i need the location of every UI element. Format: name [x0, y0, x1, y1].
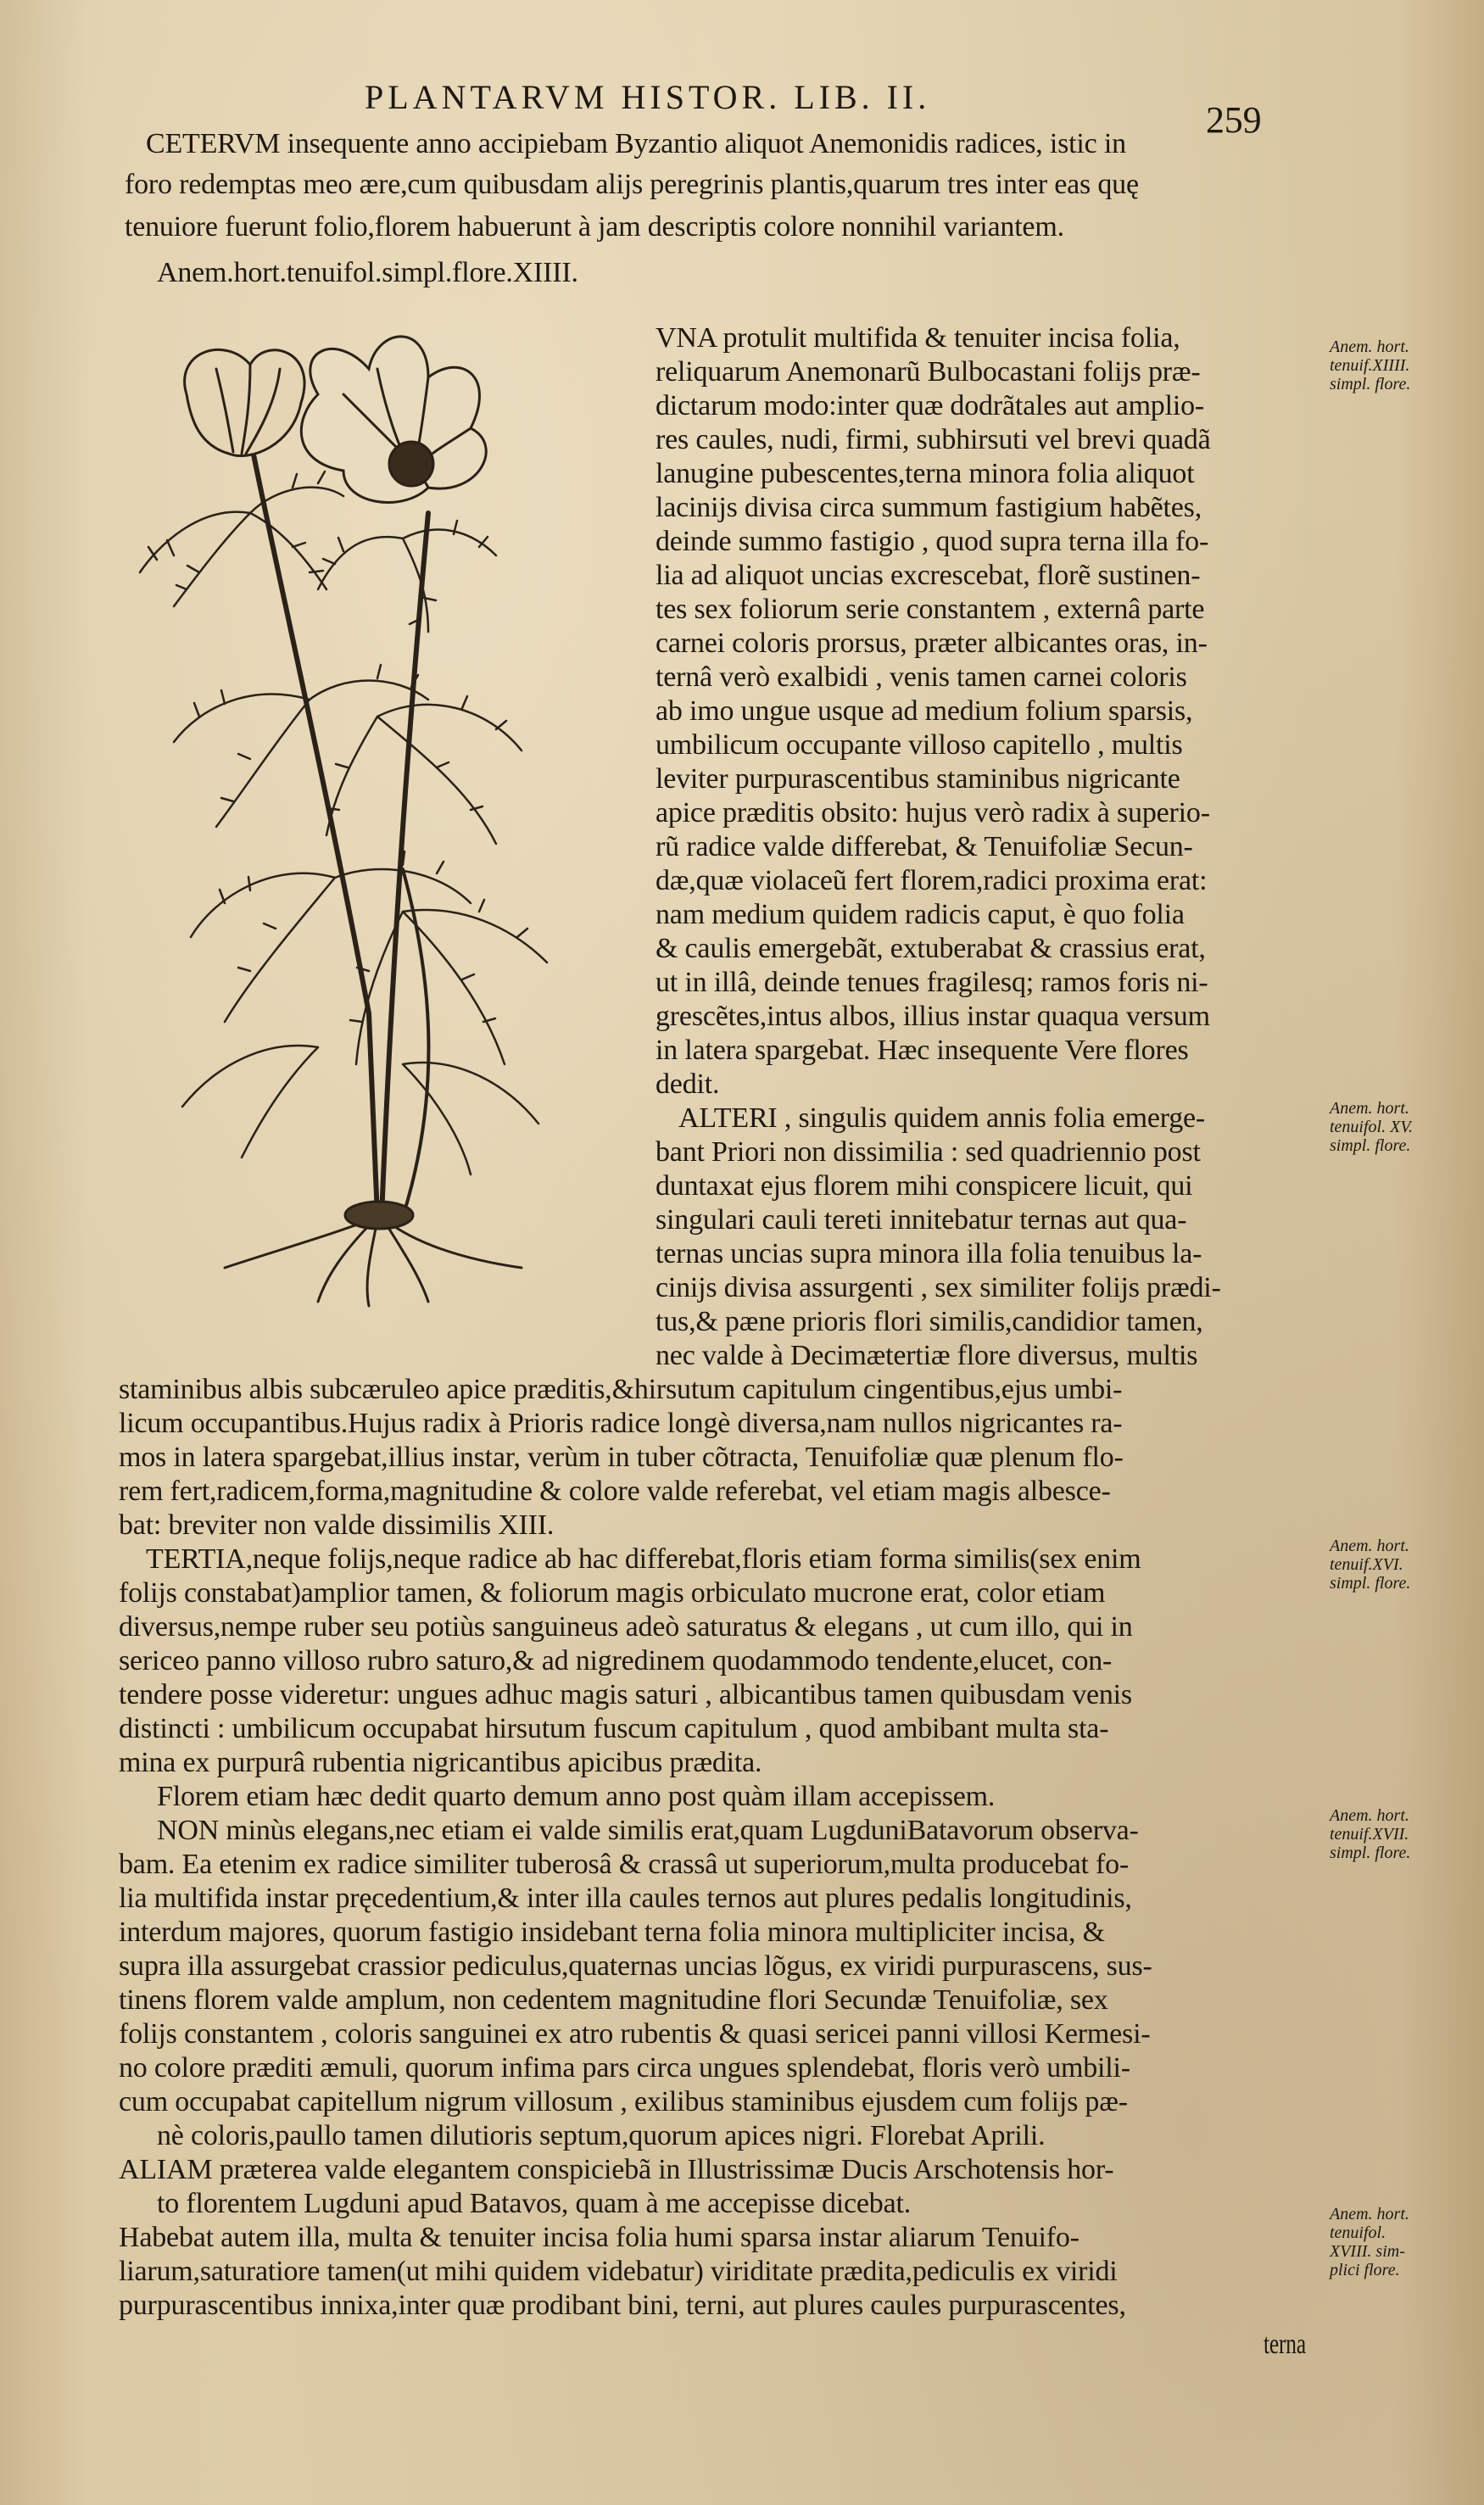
text-line: ALTERI , singulis quidem annis folia emerge- — [678, 1102, 1206, 1134]
text-line: Florem etiam hæc dedit quarto demum anno post quàm illam accepissem. — [157, 1781, 996, 1812]
text-line: tus,& pæne prioris flori similis,candidior tamen, — [656, 1306, 1203, 1337]
margin-note: Anem. hort. tenuif.XVI. simpl. flore. — [1330, 1537, 1411, 1593]
text-line: rem fert,radicem,forma,magnitudine & colore valde referebat, vel etiam magis albesce- — [119, 1476, 1111, 1507]
text-line: grescẽtes,intus albos, illius instar quaqua versum — [656, 1001, 1210, 1032]
text-line: supra illa assurgebat crassior pediculus,quaternas uncias lõgus, ex viridi purpurascens, sus- — [119, 1950, 1152, 1982]
figure-caption: Anem.hort.tenuifol.simpl.flore.XIIII. — [157, 257, 578, 288]
text-line: mina ex purpurâ rubentia nigricantibus apicibus prædita. — [119, 1747, 762, 1778]
text-line: ALIAM præterea valde elegantem conspiciebã in Illustrissimæ Ducis Arschotensis hor- — [119, 2154, 1114, 2185]
text-line: tinens florem valde amplum, non cedentem magnitudine flori Secundæ Tenuifoliæ, sex — [119, 1984, 1108, 2016]
text-line: staminibus albis subcæruleo apice præditis,&hirsutum capitulum cingentibus,ejus umbi- — [119, 1374, 1123, 1405]
text-line: cinijs divisa assurgenti , sex similiter folijs prædi- — [656, 1272, 1221, 1303]
text-line: lia ad aliquot uncias excrescebat, florẽ sustinen- — [656, 560, 1201, 591]
text-line: ternas uncias supra minora illa folia tenuibus la- — [656, 1238, 1202, 1269]
text-line: deinde summo fastigio , quod supra terna illa fo- — [656, 526, 1209, 557]
text-line: ab imo ungue usque ad medium folium sparsis, — [656, 695, 1193, 727]
text-line: bant Priori non dissimilia : sed quadriennio post — [656, 1136, 1201, 1168]
running-title: PLANTARVM HISTOR. LIB. II. — [365, 78, 931, 116]
margin-note: Anem. hort. tenuif.XIIII. simpl. flore. — [1330, 338, 1411, 393]
text-line: tendere posse videretur: ungues adhuc magis saturi , albicantibus tamen quibusdam venis — [119, 1679, 1132, 1710]
text-line: cum occupabat capitellum nigrum villosum , exilibus staminibus ejusdem cum folijs pæ- — [119, 2086, 1128, 2117]
text-line: bam. Ea etenim ex radice similiter tuberosâ & crassâ ut superiorum,multa producebat fo- — [119, 1849, 1130, 1880]
text-line: leviter purpurascentibus staminibus nigricante — [656, 763, 1180, 795]
text-line: nam medium quidem radicis caput, è quo folia — [656, 899, 1185, 930]
margin-note: Anem. hort. tenuifol. XV. simpl. flore. — [1330, 1099, 1413, 1155]
text-line: & caulis emergebãt, extuberabat & crassius erat, — [656, 933, 1206, 964]
text-line: res caules, nudi, firmi, subhirsuti vel brevi quadã — [656, 424, 1211, 455]
text-line: ternâ verò exalbidi , venis tamen carnei coloris — [656, 661, 1187, 693]
text-line: in latera spargebat. Hæc insequente Vere flores — [656, 1035, 1189, 1066]
text-line: sericeo panno villoso rubro saturo,& ad nigredinem quodammodo tendente,elucet, con- — [119, 1645, 1113, 1677]
text-line: folijs constabat)amplior tamen, & foliorum magis orbiculato mucrone erat, color etiam — [119, 1577, 1106, 1609]
text-line: no colore præditi æmuli, quorum infima pars circa ungues splendebat, floris verò umbili- — [119, 2052, 1130, 2084]
text-line: dæ,quæ violaceũ fert florem,radici proxima erat: — [656, 865, 1208, 896]
text-line: dictarum modo:inter quæ dodrãtales aut amplio- — [656, 390, 1205, 421]
text-line: apice præditis obsito: hujus verò radix à superio- — [656, 797, 1210, 828]
text-line: TERTIA,neque folijs,neque radice ab hac differebat,floris etiam forma similis(sex enim — [146, 1543, 1141, 1575]
text-line: tes sex foliorum serie constantem , externâ parte — [656, 594, 1205, 625]
margin-note: Anem. hort. tenuifol. XVIII. sim- plici flore. — [1330, 2205, 1409, 2279]
anemone-woodcut-illustration — [123, 318, 640, 1310]
text-line: folijs constantem , coloris sanguinei ex atro rubentis & quasi sericei panni villosi Kermesi- — [119, 2018, 1151, 2050]
text-line: foro redemptas meo ære,cum quibusdam alijs peregrinis plantis,quarum tres inter eas quę — [125, 169, 1139, 200]
text-line: interdum majores, quorum fastigio insidebant terna folia minora multipliciter incisa, & — [119, 1916, 1105, 1948]
text-line: lacinijs divisa circa summum fastigium habẽtes, — [656, 492, 1202, 523]
margin-note: Anem. hort. tenuif.XVII. simpl. flore. — [1330, 1806, 1411, 1862]
page-number: 259 — [1206, 99, 1262, 141]
text-line: dedit. — [656, 1068, 720, 1100]
text-line: licum occupantibus.Hujus radix à Prioris radice longè diversa,nam nullos nigricantes ra- — [119, 1408, 1123, 1439]
text-line: diversus,nempe ruber seu potiùs sanguineus adeò saturatus & elegans , ut cum illo, qui in — [119, 1611, 1133, 1643]
catchword: terna — [1264, 2329, 1306, 2360]
text-line: nè coloris,paullo tamen dilutioris septum,quorum apices nigri. Florebat Aprili. — [157, 2120, 1046, 2151]
text-line: bat: breviter non valde dissimilis XIII. — [119, 1509, 555, 1541]
text-line: duntaxat ejus florem mihi conspicere licuit, qui — [656, 1170, 1193, 1202]
text-line: lia multifida instar pręcedentium,& inter illa caules ternos aut plures pedalis longitudinis, — [119, 1883, 1132, 1914]
text-line: lanugine pubescentes,terna minora folia aliquot — [656, 458, 1195, 489]
text-line: carnei coloris prorsus, præter albicantes oras, in- — [656, 628, 1208, 659]
text-line: purpurascentibus innixa,inter quæ prodibant bini, terni, aut plures caules purpurascentes, — [119, 2290, 1126, 2321]
text-line: umbilicum occupante villoso capitello , multis — [656, 729, 1183, 761]
text-line: nec valde à Decimætertiæ flore diversus, multis — [656, 1340, 1198, 1371]
text-line: rũ radice valde differebat, & Tenuifoliæ Secun- — [656, 831, 1193, 862]
text-line: VNA protulit multifida & tenuiter incisa folia, — [656, 322, 1180, 354]
text-line: tenuiore fuerunt folio,florem habuerunt à jam descriptis colore nonnihil variantem. — [125, 211, 1064, 243]
text-line: Habebat autem illa, multa & tenuiter incisa folia humi sparsa instar aliarum Tenuifo- — [119, 2222, 1080, 2253]
text-line: CETERVM insequente anno accipiebam Byzantio aliquot Anemonidis radices, istic in — [146, 128, 1126, 159]
text-line: reliquarum Anemonarũ Bulbocastani folijs præ- — [656, 356, 1201, 388]
text-line: singulari cauli tereti innitebatur ternas aut qua- — [656, 1204, 1187, 1236]
text-line: liarum,saturatiore tamen(ut mihi quidem videbatur) viriditate prædita,pediculis ex viridi — [119, 2256, 1118, 2287]
text-line: mos in latera spargebat,illius instar, verùm in tuber cõtracta, Tenuifoliæ quæ plenum flo- — [119, 1442, 1124, 1473]
text-line: NON minùs elegans,nec etiam ei valde similis erat,quam LugduniBatavorum observa- — [157, 1815, 1139, 1846]
text-line: ut in illâ, deinde tenues fragilesq; ramos foris ni- — [656, 967, 1208, 998]
text-line: to florentem Lugduni apud Batavos, quam à me accepisse dicebat. — [157, 2188, 912, 2219]
text-line: distincti : umbilicum occupabat hirsutum fuscum capitulum , quod ambibant multa sta- — [119, 1713, 1109, 1744]
